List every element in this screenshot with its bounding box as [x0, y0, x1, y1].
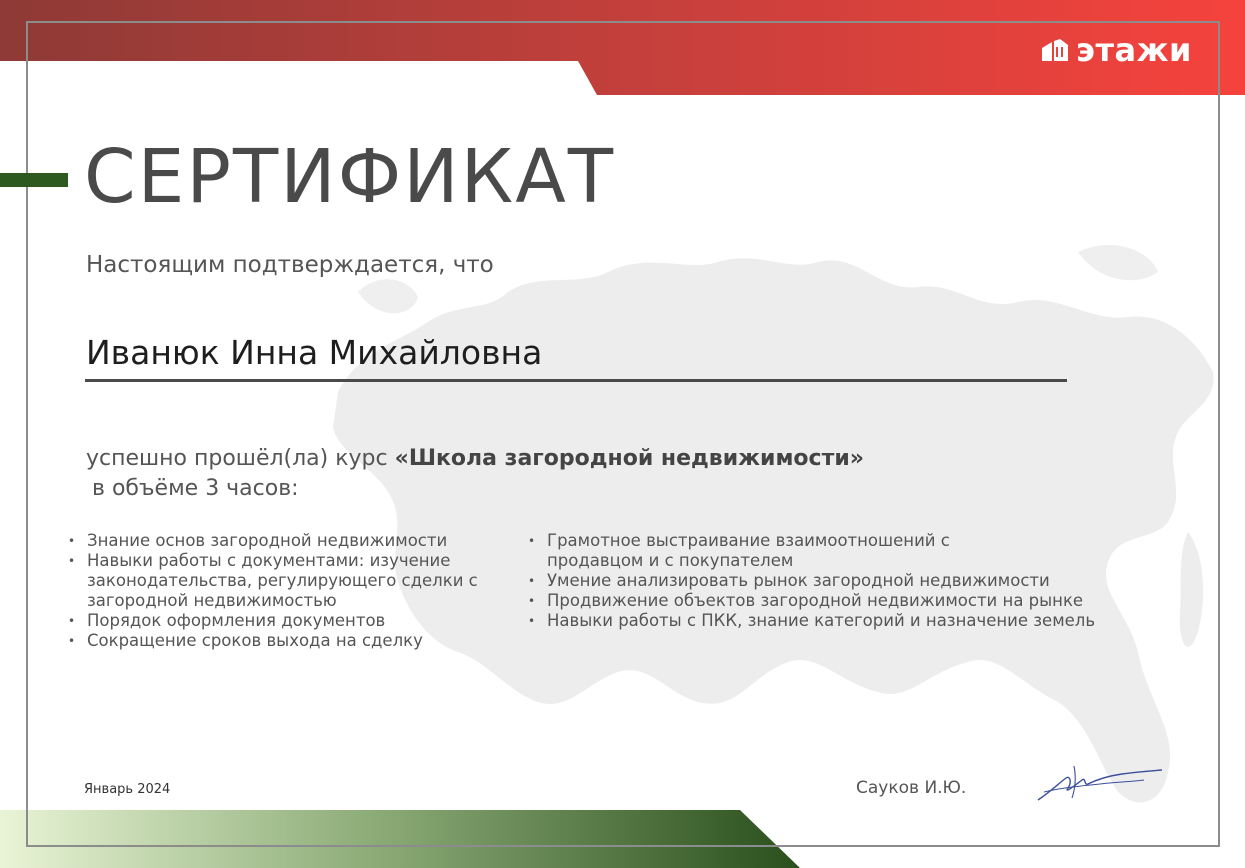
skill-item: • Умение анализировать рынок загородной недвижимости	[528, 571, 1178, 591]
name-underline	[85, 379, 1067, 382]
signature-image	[1030, 762, 1170, 806]
skill-item: • Навыки работы с ПКК, знание категорий и назначение земель	[528, 611, 1178, 631]
skill-item: • Навыки работы с документами: изучение законодательства, регулирующего сделки с загородной недвижимостью	[68, 551, 518, 611]
brand-logo	[1042, 31, 1192, 69]
green-accent-bar	[0, 173, 68, 187]
course-hours: в объёме 3 часов:	[92, 476, 299, 501]
skill-item: • Знание основ загородной недвижимости	[68, 531, 518, 551]
skill-item: • Порядок оформления документов	[68, 611, 518, 631]
logo-text: этажи	[1076, 31, 1192, 69]
course-statement	[86, 446, 864, 471]
passed-prefix: успешно прошёл(ла) курс	[86, 446, 395, 471]
certificate-title: СЕРТИФИКАТ	[84, 134, 616, 220]
issue-date: Январь 2024	[84, 782, 171, 797]
skills-list-right	[528, 531, 1178, 631]
skill-item: • Сокращение сроков выхода на сделку	[68, 631, 518, 651]
course-name: «Школа загородной недвижимости»	[394, 446, 864, 471]
skill-item: • Продвижение объектов загородной недвижимости на рынке	[528, 591, 1178, 611]
skills-list-left	[68, 531, 518, 651]
signer-name: Сауков И.Ю.	[856, 778, 967, 798]
building-icon	[1042, 39, 1068, 61]
intro-text: Настоящим подтверждается, что	[86, 252, 494, 278]
recipient-name: Иванюк Инна Михайловна	[86, 333, 543, 372]
skill-item: • Грамотное выстраивание взаимоотношений с продавцом и с покупателем	[528, 531, 997, 571]
